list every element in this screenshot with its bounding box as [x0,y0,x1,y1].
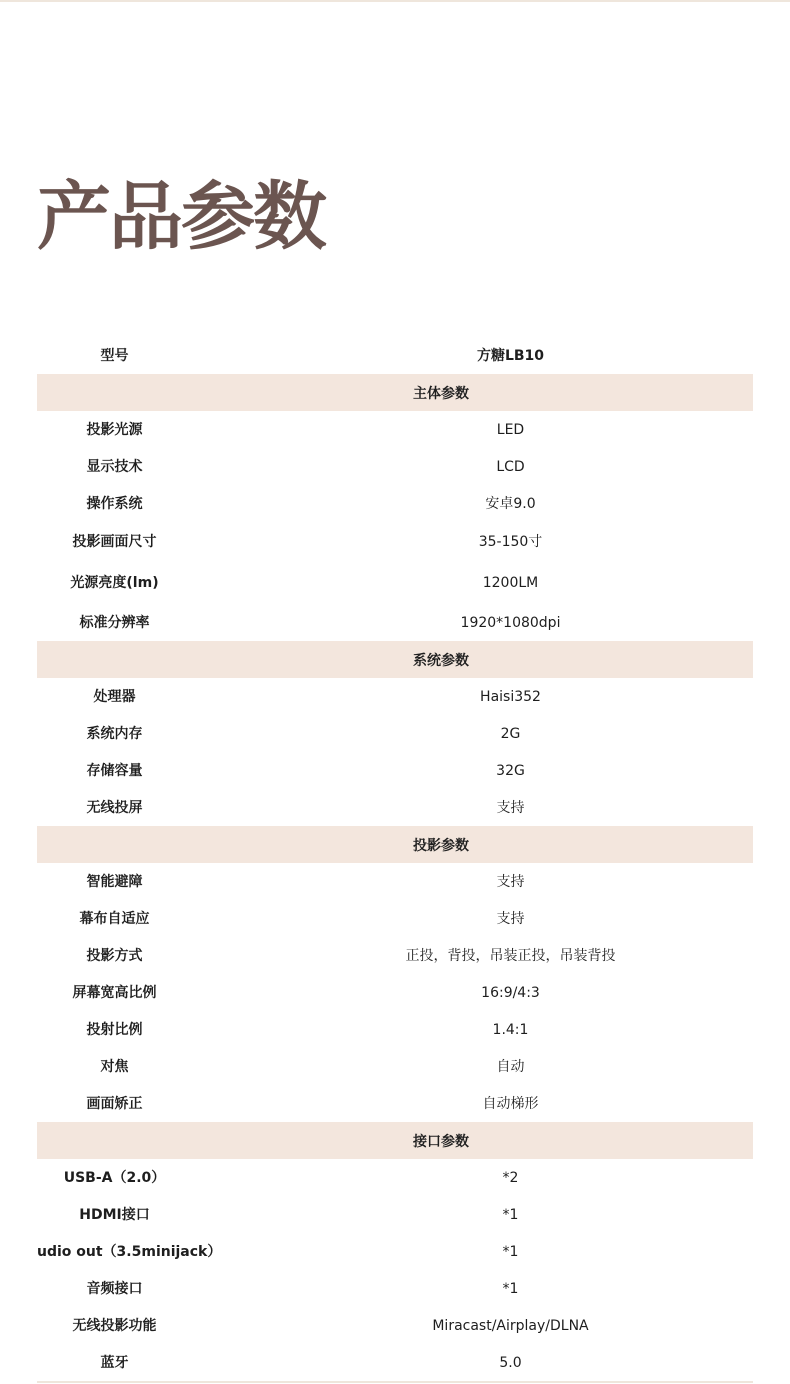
top-divider [0,0,790,2]
spec-value: 1920*1080dpi [460,614,561,631]
spec-row [37,411,753,448]
spec-label: 投影画面尺寸 [72,534,157,550]
spec-value: 方糖LB10 [476,347,545,364]
spec-row [37,1307,753,1344]
spec-label: 处理器 [93,688,136,705]
spec-label: 投影光源 [86,421,143,438]
spec-row [37,1085,753,1122]
spec-row [37,752,753,789]
spec-row [37,448,753,485]
spec-row [37,522,753,562]
spec-value: 1200LM [482,575,539,591]
spec-label: 投射比例 [86,1021,143,1038]
spec-value: 支持 [496,873,525,890]
section-header: 系统参数 [37,641,753,678]
spec-row [37,678,753,715]
spec-value: 安卓9.0 [485,495,536,512]
spec-label: 画面矫正 [86,1095,143,1112]
spec-row [37,900,753,937]
spec-row [37,974,753,1011]
spec-value: 自动梯形 [482,1095,539,1112]
spec-label: 显示技术 [86,458,143,475]
spec-label: 投影方式 [86,947,143,964]
spec-row [37,562,753,604]
page-title: 产品参数 [37,174,325,260]
spec-row [37,485,753,522]
spec-value: 支持 [496,799,525,816]
section-header: 接口参数 [37,1122,753,1159]
spec-row [37,1196,753,1233]
spec-label: HDMI接口 [79,1206,150,1223]
spec-row [37,1048,753,1085]
spec-label: 存储容量 [86,762,143,779]
spec-label: 幕布自适应 [79,910,150,927]
spec-value: *1 [502,1243,519,1260]
spec-label: 操作系统 [86,495,143,512]
spec-label: udio out（3.5minijack） [37,1243,222,1260]
spec-label: 蓝牙 [100,1354,129,1371]
spec-row [37,937,753,974]
spec-row [37,863,753,900]
spec-row [37,715,753,752]
spec-value: Haisi352 [480,688,541,705]
spec-label: 智能避障 [86,873,143,890]
spec-value: 1.4:1 [492,1021,529,1038]
spec-row-model [37,337,753,374]
spec-value: *1 [502,1206,519,1223]
spec-row [37,604,753,641]
spec-label: 型号 [100,347,129,364]
spec-label: 音频接口 [86,1280,143,1297]
spec-label: 屏幕宽高比例 [72,984,157,1001]
spec-row [37,1344,753,1381]
spec-label: USB-A（2.0） [63,1169,166,1186]
spec-value: *2 [502,1169,519,1186]
spec-value: LED [496,421,525,438]
spec-value: *1 [502,1280,519,1297]
section-header: 主体参数 [37,374,753,411]
spec-row [37,1159,753,1196]
spec-value: 正投，背投，吊装正投，吊装背投 [405,947,616,964]
spec-value: 32G [496,762,525,779]
spec-label: 对焦 [100,1058,129,1075]
spec-row [37,1270,753,1307]
spec-label: 无线投屏 [86,799,143,816]
spec-table [37,337,753,1381]
spec-label: 系统内存 [86,725,143,742]
spec-label: 光源亮度(lm) [70,575,159,591]
spec-label: 标准分辨率 [79,614,150,631]
spec-value: 5.0 [499,1354,522,1371]
spec-row [37,789,753,826]
spec-label: 无线投影功能 [72,1317,157,1334]
spec-value: Miracast/Airplay/DLNA [432,1317,589,1334]
section-header: 投影参数 [37,826,753,863]
spec-row [37,1011,753,1048]
bottom-divider [37,1381,753,1383]
spec-value: LCD [496,458,525,475]
spec-value: 支持 [496,910,525,927]
spec-row [37,1233,753,1270]
spec-value: 自动 [496,1058,525,1075]
spec-value: 16:9/4:3 [481,984,540,1001]
spec-value: 2G [500,725,521,742]
spec-value: 35-150寸 [478,534,543,550]
